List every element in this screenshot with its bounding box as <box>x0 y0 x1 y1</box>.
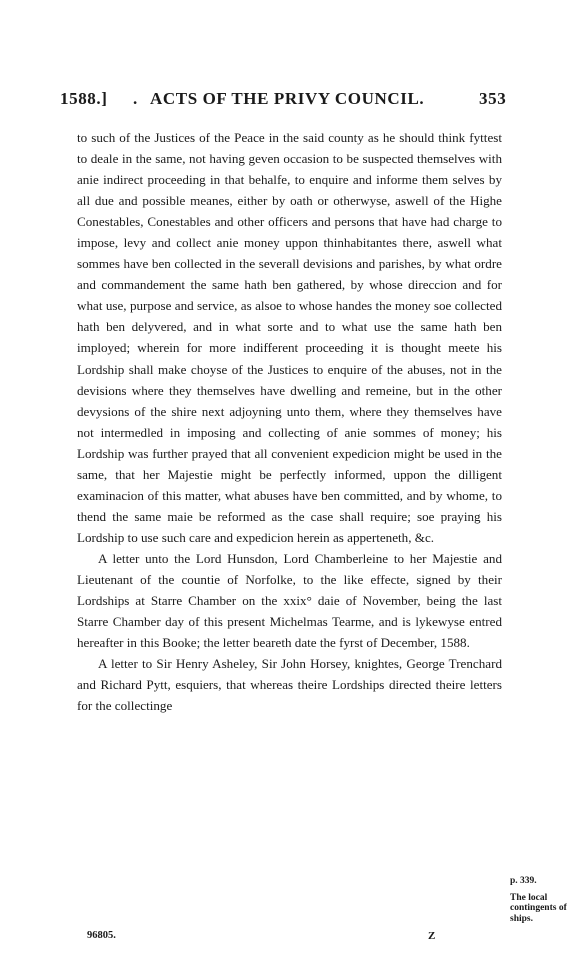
signature-mark: Z <box>428 930 436 942</box>
header-year: 1588.] <box>60 89 108 108</box>
paragraph-continued: to such of the Justices of the Peace in the said county as he should think fyttest to deale in the same, not having geven occasion to be suspected themselves with anie indirect proceeding in that behalfe, to enquire and informe them selves by all due and possible meanes, either by oath or otherwyse, aswell of the Highe Conestables, Conestables and other officers and persons that have had charge to impose, levy and collect anie money uppon thinhabitantes there, aswell what sommes have ben collected in the severall devisions and parishes, by what ordre and commandement the same hath ben gathered, by whose direccion and for what use, purpose and service, as alsoe to whose handes the money soe collected hath ben delyvered, and in what sorte and to what use the same hath ben imployed; wherein for more indifferent proceeding it is thought meete his Lordship shall make choyse of the Justices to enquire of the abuses, not in the devisions where they themselves have dwelling and remeine, but in the other devysions of the shire next adjoyning unto them, where they themselves have not intermedled in imposing and collecting of anie sommes of money; his Lordship was further prayed that all convenient expedicion might be used in the same, that her Majestie might be perfectly informed, uppon the dilligent examinacion of this matter, what abuses have ben committed, and by whome, to thend the same maie be reformed as the case shall require; soe praying his Lordship to use such care and expedicion herein as apperteneth, &c. <box>77 130 502 545</box>
paragraph-hunsdon-letter: A letter unto the Lord Hunsdon, Lord Chamberleine to her Majestie and Lieutenant of the countie of Norfolke, to the like effecte, signed by their Lordships at Starre Chamber on the xxix° daie of November, being the last Starre Chamber day of this present Michelmas Tearme, and is lykewyse entred hereafter in this Booke; the letter beareth date the fyrst of December, 1588. <box>77 550 502 651</box>
body-text <box>77 127 502 716</box>
page-number: 353 <box>479 89 507 108</box>
header-dot: . <box>133 89 138 108</box>
printer-signature: 96805. <box>87 930 116 941</box>
page-footer <box>0 930 567 946</box>
header-title: ACTS OF THE PRIVY COUNCIL. <box>150 89 425 108</box>
running-header <box>0 89 567 113</box>
margin-note: The local contingents of ships. <box>510 892 567 924</box>
paragraph-asheley-letter: A letter to Sir Henry Asheley, Sir John Horsey, knightes, George Trenchard and Richard Pytt, esquiers, that whereas theire Lordships directed theire letters for the collectinge <box>77 656 502 714</box>
margin-page-reference: p. 339. <box>510 876 537 886</box>
margin-notes <box>510 876 567 924</box>
